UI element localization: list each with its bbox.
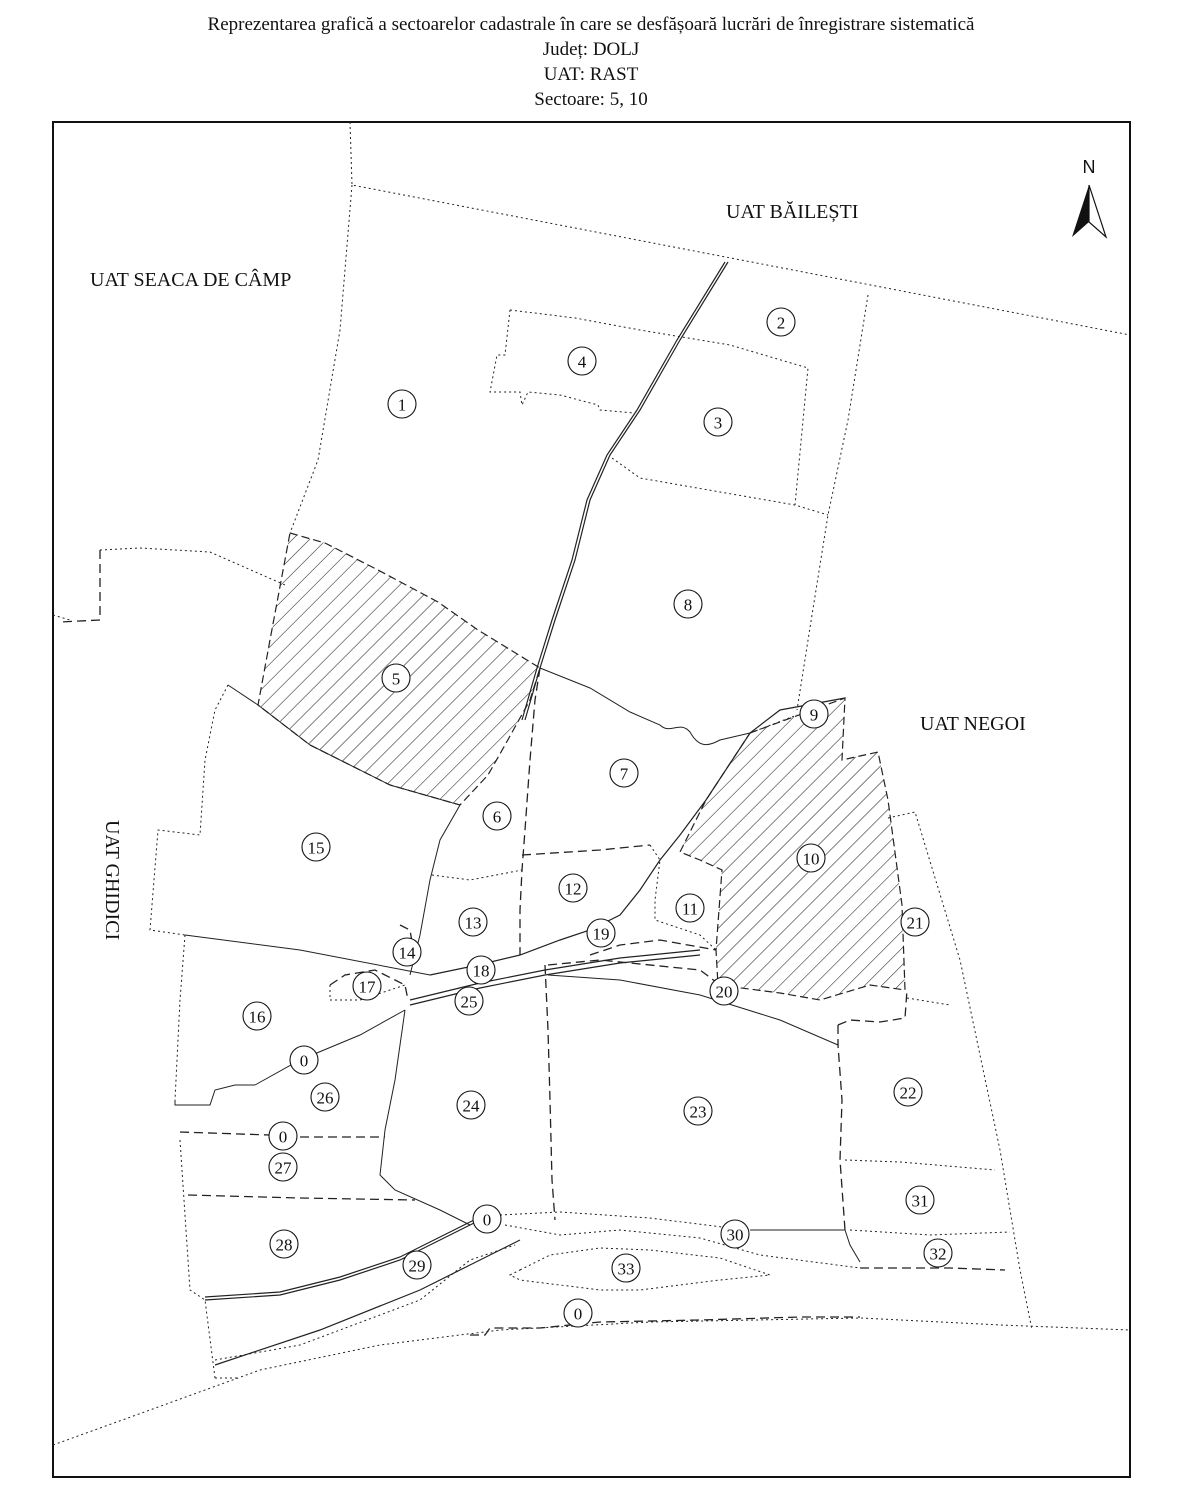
sector-label-26 [311,1083,339,1111]
sector-number: 16 [248,1007,266,1027]
uat-northwest-label: UAT SEACA DE CÂMP [90,269,292,291]
sector-label-23 [684,1097,712,1125]
sector-number: 27 [274,1158,292,1178]
county-label: Județ: DOLJ [542,39,640,60]
sector-label-1 [388,390,416,418]
sector-number: 25 [460,992,478,1012]
sector-label-25 [455,987,483,1015]
sector-number: 2 [776,313,786,333]
sector-label-24 [457,1091,485,1119]
sector-label-18 [467,956,495,984]
sector-number: 0 [278,1127,288,1147]
sector-label-29 [403,1251,431,1279]
sector-number: 23 [689,1102,707,1122]
sector-number: 33 [617,1259,635,1279]
sector-label-15 [302,833,330,861]
sector-label-27 [269,1153,297,1181]
uat-label: UAT: RAST [543,64,639,85]
uat-west-label: UAT GHIDICI [101,820,123,941]
sector-number: 15 [307,838,325,858]
sector-label-31 [906,1186,934,1214]
sector-label-7 [610,759,638,787]
sector-label-0 [564,1299,592,1327]
sector-label-19 [587,919,615,947]
sector-number: 30 [726,1225,744,1245]
uat-north-label: UAT BĂILEȘTI [726,201,859,223]
sector-number: 0 [573,1304,583,1324]
sector-label-12 [559,874,587,902]
map-frame [53,122,1130,1477]
sector-number: 9 [809,705,819,725]
sector-number: 26 [316,1088,334,1108]
sector-number: 19 [592,924,610,944]
sector-label-28 [270,1230,298,1258]
sector-label-32 [924,1239,952,1267]
sector-label-20 [710,977,738,1005]
sector-number: 13 [464,913,482,933]
map-title: Reprezentarea grafică a sectoarelor cadastrale în care se desfășoară lucrări de înregistrare sistematică [207,14,975,35]
sector-number: 20 [715,982,733,1002]
sector-label-21 [901,908,929,936]
north-arrow-icon [1072,157,1106,237]
sector-number: 18 [472,961,490,981]
north-arrow-label: N [1082,157,1096,177]
sector-number: 31 [911,1191,929,1211]
sector-number: 12 [564,879,582,899]
sector-label-33 [612,1254,640,1282]
sector-label-6 [483,802,511,830]
sector-number: 22 [899,1083,917,1103]
sector-label-30 [721,1220,749,1248]
sector-label-5 [382,664,410,692]
sector-label-13 [459,908,487,936]
sector-number: 10 [802,849,820,869]
sector-label-14 [393,938,421,966]
sector-number: 7 [619,764,629,784]
sector-number: 24 [462,1096,480,1116]
sector-label-8 [674,590,702,618]
uat-east-label: UAT NEGOI [920,713,1026,735]
sector-number: 28 [275,1235,293,1255]
sector-number: 3 [713,413,723,433]
sector-label-10 [797,844,825,872]
uat-boundaries [53,122,1130,1445]
sector-number: 14 [398,943,416,963]
sector-number: 0 [482,1210,492,1230]
sector-number: 6 [492,807,502,827]
sector-label-9 [800,700,828,728]
sector-label-17 [353,972,381,1000]
sector-label-4 [568,347,596,375]
sector-number: 1 [397,395,407,415]
sector-number: 21 [906,913,924,933]
sector-label-0 [290,1046,318,1074]
sector-number: 17 [358,977,376,997]
sector-label-3 [704,408,732,436]
sectors-label: Sectoare: 5, 10 [534,89,648,110]
sector-number: 5 [391,669,401,689]
sector-number: 11 [681,899,699,919]
sector-label-0 [269,1122,297,1150]
sector-number: 29 [408,1256,426,1276]
sector-label-16 [243,1002,271,1030]
sector-label-2 [767,308,795,336]
sector-number: 4 [577,352,587,372]
sector-label-11 [676,894,704,922]
sector-number: 0 [299,1051,309,1071]
sector-number: 8 [683,595,693,615]
sector-label-22 [894,1078,922,1106]
sector-label-0 [473,1205,501,1233]
sector-number: 32 [929,1244,947,1264]
